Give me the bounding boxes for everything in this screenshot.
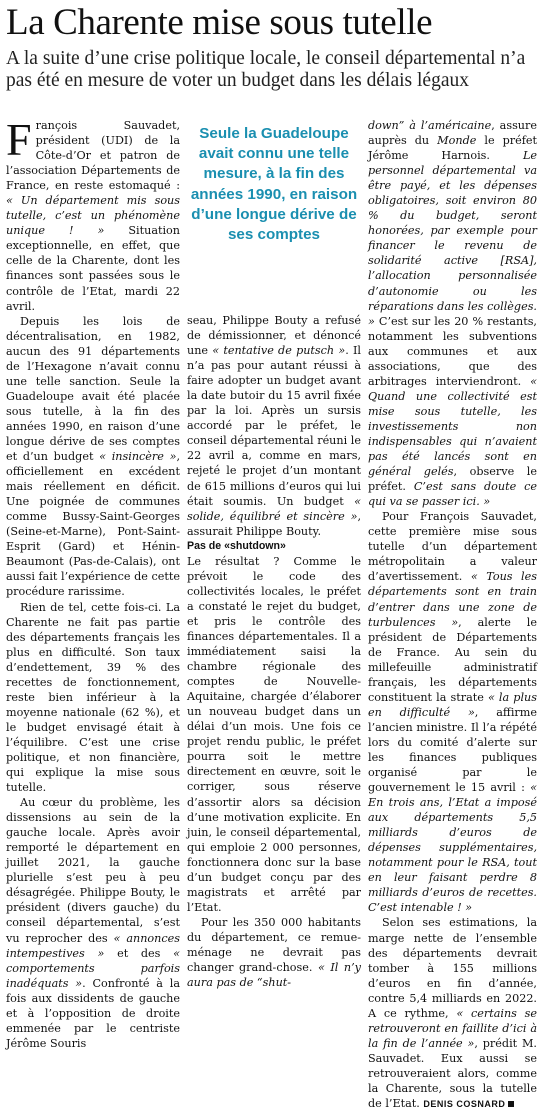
pull-quote: Seule la Guadeloupe avait connu une telle mesure, à la fin des années 1990, en raison d’une longue dérive de ses comptes (190, 125, 358, 244)
standfirst: A la suite d’une crise politique locale, le conseil départemental n’a pas été en mesure de voter un budget dans les délais légaux (6, 48, 526, 91)
subhead: Pas de «shutdown» (187, 539, 286, 552)
paragraph: François Sauvadet, président (UDI) de la Côte-d’Or et patron de l’association Départements de France, en reste estomaqué : « Un département mis sous tutelle, c’est un phénomène unique ! » Situation exceptionnelle, en effet, que celle de la Charente, dont les finances sont passées sous le contrôle de l’Etat, mardi 22 avril. (6, 114, 181, 313)
headline: La Charente mise sous tutelle (6, 2, 433, 43)
paragraph: Rien de tel, cette fois-ci. La Charente ne fait pas partie des départements français les plus en difficulté. Son taux d’endettement, 39 % des recettes de fonctionnement, reste bien inférieur à la moyenne nationale (62 %), et le budget envisagé était à l’équilibre. C’est une crise politique, et non financière, qui explique la mise sous tutelle. (6, 600, 180, 795)
article-column-2 (187, 313, 361, 990)
paragraph: Pour les 350 000 habitants du département, ce remue-ménage ne devrait pas changer grand-chose. « Il n’y aura pas de “shut- (187, 915, 361, 990)
article-column-1 (6, 114, 181, 1051)
end-mark-icon (508, 1101, 514, 1107)
paragraph: Le résultat ? Comme le prévoit le code des collectivités locales, le préfet a constaté le rejet du budget, et pris le contrôle des finances départementales. Il a immédiatement saisi la chambre régionale des comptes de Nouvelle-Aquitaine, chargée d’élaborer un nouveau budget dans un délai d’un mois. Une fois ce projet rendu public, le préfet pourra soit le mettre directement en œuvre, soit le corriger, sous réserve d’assortir alors sa décision d’une motivation explicite. En juin, le conseil départemental, qui emploie 2 000 personnes, fonctionnera donc sur la base d’un budget conçu par des magistrats et arrêté par l’Etat. (187, 554, 361, 914)
drop-cap: F (6, 114, 32, 165)
paragraph: Pour François Sauvadet, cette première mise sous tutelle d’un département métropolitain a valeur d’avertissement. « Tous les départements sont en train d’entrer dans une zone de turbulences », alerte le président de Départements de France. Au sein du millefeuille administratif français, les départements constituent la strate « la plus en difficulté », affirme l’ancien ministre. Il l’a répété lors du comité d’alerte sur les finances publiques organisé par le gouvernement le 15 avril : « En trois ans, l’Etat a imposé aux départements 5,5 milliards d’euros de dépenses supplémentaires, notamment pour le RSA, tout en leur faisant perdre 8 milliards d’euros de recettes. C’est intenable ! » (368, 510, 537, 915)
paragraph: Au cœur du problème, les dissensions au sein de la gauche locale. Après avoir remporté le département en juillet 2021, la gauche plurielle s’est peu à peu désagrégée. Philippe Bouty, le président (divers gauche) du conseil départemental, s’est vu reprocher des « annonces intempestives » et des « comportements parfois inadéquats ». Confronté à la fois aux dissidents de gauche et à l’opposition de droite emmenée par le centriste Jérôme Souris (6, 796, 180, 1050)
paragraph: down” à l’américaine, assure auprès du Monde le préfet Jérôme Harnois. Le personnel départemental va être payé, et les dépenses obligatoires, soit environ 80 % du budget, seront honorées, par exemple pour financer le revenu de solidarité active [RSA], l’allocation personnalisée d’autonomie ou les réparations dans les collèges. » C’est sur les 20 % restants, notamment les subventions aux communes et aux associations, que des arbitrages interviendront. « Quand une collectivité est mise sous tutelle, les investissements non indispensables qui n’avaient pas été lancés sont en général gelés, observe le préfet. C’est sans doute ce qui va se passer ici. » (368, 119, 538, 509)
author-signature: DENIS COSNARD (423, 1099, 506, 1110)
paragraph: Depuis les lois de décentralisation, en 1982, aucun des 91 départements de l’Hexagone n’avait connu une telle sanction. Seule la Guadeloupe avait été placée sous tutelle, à la fin des années 1990, en raison d’une longue dérive de ses comptes et d’un budget « insincère », officiellement en excédent mais réellement en déficit. Une poignée de communes comme Bussy-Saint-Georges (Seine-et-Marne), Pont-Saint-Esprit (Gard) et Hénin-Beaumont (Pas-de-Calais), ont aussi fait l’expérience de cette procédure rarissime. (6, 314, 180, 599)
paragraph: Selon ses estimations, la marge nette de l’ensemble des départements devrait tomber à 155 millions d’euros en fin d’année, contre 5,4 milliards en 2022. A ce rythme, « certains se retrouveront en faillite d’ici à la fin de l’année », prédit M. Sauvadet. Eux aussi se retrouveraient alors, comme la Charente, sous la tutelle de l’Etat. DENIS COSNARD (368, 916, 537, 1111)
article-column-3 (368, 118, 537, 1112)
paragraph: seau, Philippe Bouty a refusé de démissionner, et dénoncé une « tentative de putsch ». Il n’a pas pour autant réussi à faire adopter un budget avant la date butoir du 15 avril fixée par la loi. Après un sursis accordé par le préfet, le conseil départemental réuni le 22 avril a, comme en mars, rejeté le projet d’un montant de 615 millions d’euros qui lui était soumis. Un budget « solide, équilibré et sincère », assurait Philippe Bouty. (187, 314, 361, 538)
